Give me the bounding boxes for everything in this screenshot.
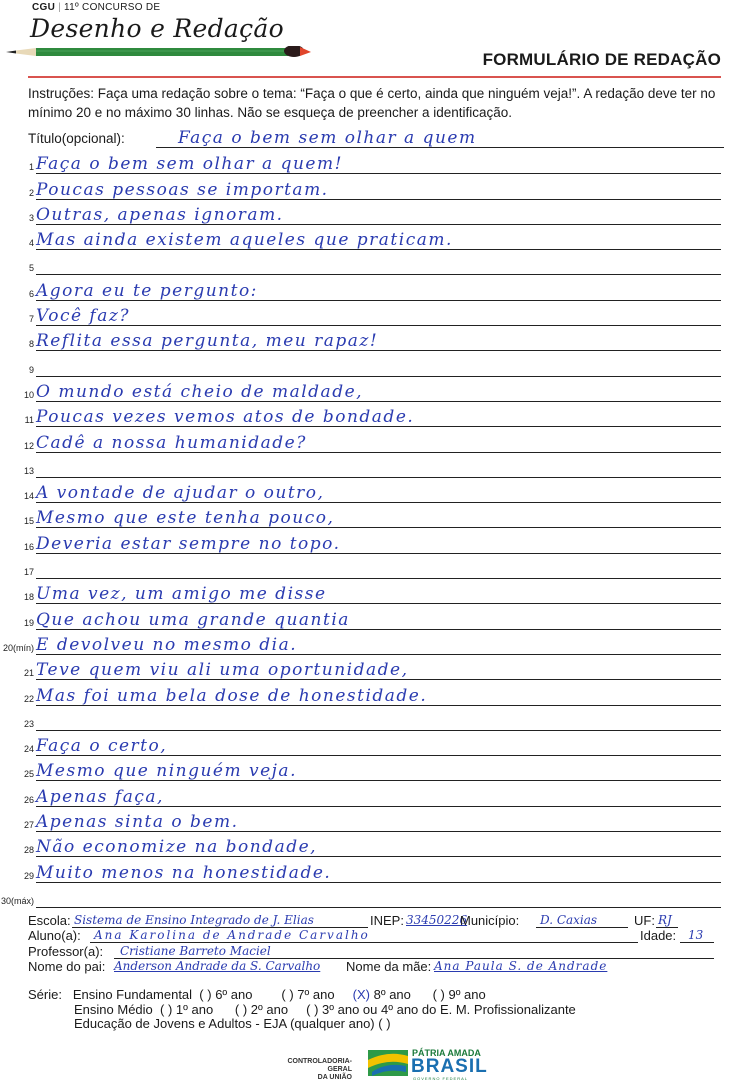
essay-line[interactable] xyxy=(0,757,743,782)
professor-label: Professor(a): xyxy=(28,943,104,959)
essay-line[interactable] xyxy=(0,302,743,327)
essay-line[interactable] xyxy=(0,656,743,681)
line-number: 23 xyxy=(23,718,34,729)
aluno-value: Ana Karolina de Andrade Carvalho xyxy=(94,928,370,942)
essay-line[interactable] xyxy=(0,580,743,605)
essay-line[interactable] xyxy=(0,529,743,554)
fundamental-label: Ensino Fundamental xyxy=(72,987,193,1002)
serie-fundamental-row xyxy=(28,988,576,1003)
essay-lines xyxy=(0,150,743,909)
checkbox-2ano[interactable]: ( ) 2º ano xyxy=(234,1001,289,1017)
pencil-icon xyxy=(6,46,311,58)
contest-script-title: Desenho e Redação xyxy=(30,14,284,43)
essay-line[interactable] xyxy=(0,428,743,453)
checkbox-7ano[interactable]: ( ) 7º ano xyxy=(281,987,335,1002)
line-number: 12 xyxy=(23,440,34,451)
row-professor xyxy=(28,943,728,959)
line-text: Teve quem viu ali uma oportunidade, xyxy=(36,660,409,681)
municipio-label: Município: xyxy=(460,912,520,928)
checkbox-eja[interactable]: ( ) xyxy=(378,1016,391,1031)
serie-eja-row xyxy=(28,1017,576,1032)
pai-value: Anderson Andrade da S. Carvalho xyxy=(114,959,321,973)
medio-label: Ensino Médio xyxy=(74,1001,153,1017)
line-number: 24 xyxy=(23,744,34,755)
checkbox-8ano[interactable]: (X) 8º ano xyxy=(352,987,411,1002)
essay-line[interactable] xyxy=(0,150,743,175)
essay-line[interactable] xyxy=(0,276,743,301)
line-text: Não economize na bondade, xyxy=(36,837,318,858)
line-number: 27 xyxy=(23,820,34,831)
row-aluno xyxy=(28,928,728,944)
essay-line[interactable] xyxy=(0,251,743,276)
line-rule xyxy=(36,325,721,326)
brasil-text: BRASIL xyxy=(411,1056,488,1077)
line-number: 1 xyxy=(28,162,34,173)
line-text: Apenas sinta o bem. xyxy=(36,812,239,833)
line-number: 2 xyxy=(28,187,34,198)
row-escola xyxy=(28,912,728,928)
inep-value: 33450226 xyxy=(406,912,468,927)
footer-logos xyxy=(270,1044,540,1080)
patria-amada-text: PÁTRIA AMADA xyxy=(412,1048,481,1058)
essay-line[interactable] xyxy=(0,555,743,580)
essay-line[interactable] xyxy=(0,707,743,732)
line-number: 9 xyxy=(28,364,34,375)
cgu-logo-text: CGU xyxy=(32,2,56,13)
serie-section xyxy=(28,988,576,1032)
essay-line[interactable] xyxy=(0,479,743,504)
line-text: O mundo está cheio de maldade, xyxy=(36,381,364,402)
essay-line[interactable] xyxy=(0,782,743,807)
mae-label: Nome da mãe: xyxy=(346,959,432,974)
line-text: Mesmo que ninguém veja. xyxy=(36,761,297,782)
line-text: Mesmo que este tenha pouco, xyxy=(36,508,335,529)
idade-value: 13 xyxy=(688,928,704,942)
essay-line[interactable] xyxy=(0,226,743,251)
escola-value: Sistema de Ensino Integrado de J. Elias xyxy=(74,912,314,927)
line-text: Poucas pessoas se importam. xyxy=(36,179,329,200)
essay-line[interactable] xyxy=(0,732,743,757)
essay-line[interactable] xyxy=(0,454,743,479)
line-text: Deveria estar sempre no topo. xyxy=(36,533,341,554)
line-number: 10 xyxy=(23,389,34,400)
checkbox-3ano[interactable]: ( ) 3º ano ou 4º ano do E. M. Profissionalizante xyxy=(306,1001,576,1017)
line-text: Faça o certo, xyxy=(36,736,168,757)
line-number: 7 xyxy=(28,314,34,325)
title-label: Título(opcional): xyxy=(28,131,125,146)
line-text: Uma vez, um amigo me disse xyxy=(36,584,327,605)
serie-label: Série: xyxy=(28,987,62,1002)
line-text: Reflita essa pergunta, meu rapaz! xyxy=(36,331,379,352)
line-text: Mas ainda existem aqueles que praticam. xyxy=(36,230,453,251)
identification-section xyxy=(28,912,728,974)
contest-edition: 11º CONCURSO DE xyxy=(64,2,161,13)
essay-line[interactable] xyxy=(0,201,743,226)
line-text: Apenas faça, xyxy=(36,786,164,807)
escola-label: Escola: xyxy=(28,912,71,928)
instructions-text: Instruções: Faça uma redação sobre o tema: “Faça o que é certo, ainda que ninguém veja!”. A redação deve ter no mínimo 20 e no máximo 30 linhas. Não se esqueça de preencher a identificação. xyxy=(28,86,716,120)
line-number: 17 xyxy=(23,567,34,578)
line-number: 30(máx) xyxy=(0,895,34,906)
uf-value: RJ xyxy=(658,912,672,927)
line-text: Você faz? xyxy=(36,306,130,327)
idade-label: Idade: xyxy=(640,928,677,943)
line-number: 16 xyxy=(23,541,34,552)
form-title: FORMULÁRIO DE REDAÇÃO xyxy=(482,50,721,69)
serie-medio-row xyxy=(28,1003,576,1018)
line-number: 14 xyxy=(23,491,34,502)
line-rule xyxy=(36,274,721,275)
uf-label: UF: xyxy=(634,912,655,928)
aluno-label: Aluno(a): xyxy=(28,928,81,943)
essay-line[interactable] xyxy=(0,175,743,200)
line-number: 19 xyxy=(23,617,34,628)
line-text: Cadê a nossa humanidade? xyxy=(36,432,307,453)
checkbox-6ano[interactable]: ( ) 6º ano xyxy=(199,987,253,1002)
essay-line[interactable] xyxy=(0,858,743,883)
essay-line[interactable] xyxy=(0,681,743,706)
checkbox-1ano[interactable]: ( ) 1º ano xyxy=(160,1001,214,1017)
row-pais xyxy=(28,959,728,975)
pai-label: Nome do pai: xyxy=(28,959,106,974)
line-number: 28 xyxy=(23,845,34,856)
line-text: A vontade de ajudar o outro, xyxy=(36,483,325,504)
line-number: 29 xyxy=(23,870,34,881)
line-number: 18 xyxy=(23,592,34,603)
line-text: Agora eu te pergunto: xyxy=(36,280,258,301)
header-divider xyxy=(28,76,721,78)
line-number: 25 xyxy=(23,769,34,780)
line-number: 6 xyxy=(28,288,34,299)
essay-title-field[interactable] xyxy=(28,128,724,150)
line-number: 15 xyxy=(23,516,34,527)
line-number: 26 xyxy=(23,794,34,805)
line-rule xyxy=(36,376,721,377)
essay-line[interactable] xyxy=(0,605,743,630)
line-number: 11 xyxy=(24,415,34,426)
mae-value: Ana Paula S. de Andrade xyxy=(434,959,608,973)
essay-line[interactable] xyxy=(0,327,743,352)
brasil-flag-icon xyxy=(368,1050,408,1076)
line-rule xyxy=(36,907,721,908)
professor-value: Cristiane Barreto Maciel xyxy=(120,943,271,958)
essay-line[interactable] xyxy=(0,833,743,858)
line-rule xyxy=(36,730,721,731)
line-text: Que achou uma grande quantia xyxy=(36,609,350,630)
line-rule xyxy=(36,578,721,579)
line-text: E devolveu no mesmo dia. xyxy=(36,634,298,655)
essay-line[interactable] xyxy=(0,378,743,403)
line-number: 13 xyxy=(23,465,34,476)
essay-line[interactable] xyxy=(0,504,743,529)
line-number: 5 xyxy=(28,263,34,274)
line-text: Poucas vezes vemos atos de bondade. xyxy=(36,407,415,428)
line-rule xyxy=(36,477,721,478)
eja-label: Educação de Jovens e Adultos - EJA (qualquer ano) xyxy=(74,1016,375,1031)
essay-line[interactable] xyxy=(0,352,743,377)
line-text: Outras, apenas ignoram. xyxy=(36,204,284,225)
checkbox-9ano[interactable]: ( ) 9º ano xyxy=(432,987,486,1002)
line-number: 8 xyxy=(28,339,34,350)
line-number: 4 xyxy=(28,238,34,249)
municipio-value: D. Caxias xyxy=(540,912,598,927)
line-number: 22 xyxy=(23,693,34,704)
line-text: Mas foi uma bela dose de honestidade. xyxy=(36,685,428,706)
essay-line[interactable] xyxy=(0,631,743,656)
line-text: Muito menos na honestidade. xyxy=(36,862,332,883)
contest-header xyxy=(32,2,160,13)
line-number: 20(mín) xyxy=(2,642,34,653)
line-text: Faça o bem sem olhar a quem! xyxy=(36,154,343,175)
line-number: 21 xyxy=(23,668,34,679)
line-number: 3 xyxy=(28,212,34,223)
inep-label: INEP: xyxy=(370,912,404,928)
title-value: Faça o bem sem olhar a quem xyxy=(178,128,477,148)
cgu-footer-logo: CONTROLADORIA-GERAL DA UNIÃO xyxy=(287,1058,352,1081)
essay-line[interactable] xyxy=(0,884,743,909)
divider: | xyxy=(58,2,62,13)
governo-federal-text: GOVERNO FEDERAL xyxy=(413,1076,469,1081)
essay-line[interactable] xyxy=(0,808,743,833)
essay-line[interactable] xyxy=(0,403,743,428)
